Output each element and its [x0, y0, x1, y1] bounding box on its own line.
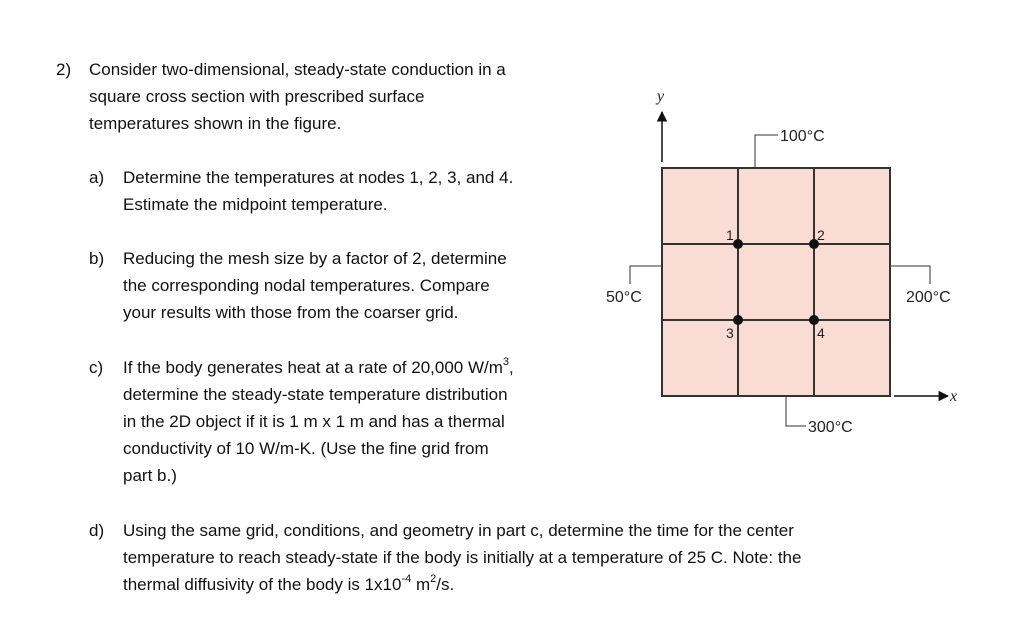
part-d-superscript-sq: 2	[430, 573, 437, 586]
part-c-label: c)	[89, 358, 104, 377]
part-c-line-3: in the 2D object if it is 1 m x 1 m and has a thermal	[123, 412, 505, 431]
node-2-label: 2	[817, 227, 825, 243]
node-1-label: 1	[726, 227, 734, 243]
part-d-line-3-end: /s.	[436, 575, 455, 594]
part-a-line-1: Determine the temperatures at nodes 1, 2, 3, and 4.	[123, 168, 514, 187]
part-c-line-4: conductivity of 10 W/m-K. (Use the fine grid from	[123, 439, 489, 458]
node-4-dot	[809, 315, 819, 325]
left-temperature: 50°C	[606, 289, 642, 306]
part-a-line-2: Estimate the midpoint temperature.	[123, 195, 388, 214]
part-b-label: b)	[89, 249, 105, 268]
node-1-dot	[733, 239, 743, 249]
part-d-line-3-text: thermal diffusivity of the body is 1x10	[123, 575, 402, 594]
y-axis-label: y	[657, 88, 665, 105]
bottom-temperature: 300°C	[808, 419, 853, 436]
part-c-superscript: 3	[502, 356, 510, 369]
node-3-dot	[733, 315, 743, 325]
right-temp-leader	[890, 266, 930, 284]
top-temp-leader	[755, 135, 778, 168]
part-d-label: d)	[89, 521, 105, 540]
part-c-line-1-comma: ,	[509, 358, 514, 377]
node-3-label: 3	[726, 325, 734, 341]
intro-line-2: square cross section with prescribed surface	[89, 87, 425, 106]
problem-number: 2)	[56, 60, 72, 79]
part-d-line-3-unit: m	[411, 575, 431, 594]
part-d-line-1: Using the same grid, conditions, and geometry in part c, determine the time for the center	[123, 521, 794, 540]
part-d-line-2: temperature to reach steady-state if the body is initially at a temperature of 25 C. Note: the	[123, 548, 802, 567]
part-b-line-2: the corresponding nodal temperatures. Compare	[123, 276, 490, 295]
bottom-temp-leader	[786, 396, 806, 426]
part-c-line-5: part b.)	[123, 466, 177, 485]
part-a-label: a)	[89, 168, 105, 187]
right-temperature: 200°C	[906, 289, 951, 306]
part-d-superscript-exp: -4	[401, 573, 412, 586]
intro-line-1: Consider two-dimensional, steady-state conduction in a	[89, 60, 506, 79]
part-b-line-1: Reducing the mesh size by a factor of 2, determine	[123, 249, 507, 268]
part-c-line-2: determine the steady-state temperature distribution	[123, 385, 508, 404]
x-axis-label: x	[950, 388, 958, 405]
node-4-label: 4	[817, 325, 825, 341]
part-c-line-1-text: If the body generates heat at a rate of 20,000 W/m	[123, 358, 503, 377]
top-temperature: 100°C	[780, 128, 825, 145]
left-temp-leader	[630, 266, 662, 284]
cross-section-square	[662, 168, 890, 396]
part-b-line-3: your results with those from the coarser grid.	[123, 303, 459, 322]
intro-line-3: temperatures shown in the figure.	[89, 114, 342, 133]
